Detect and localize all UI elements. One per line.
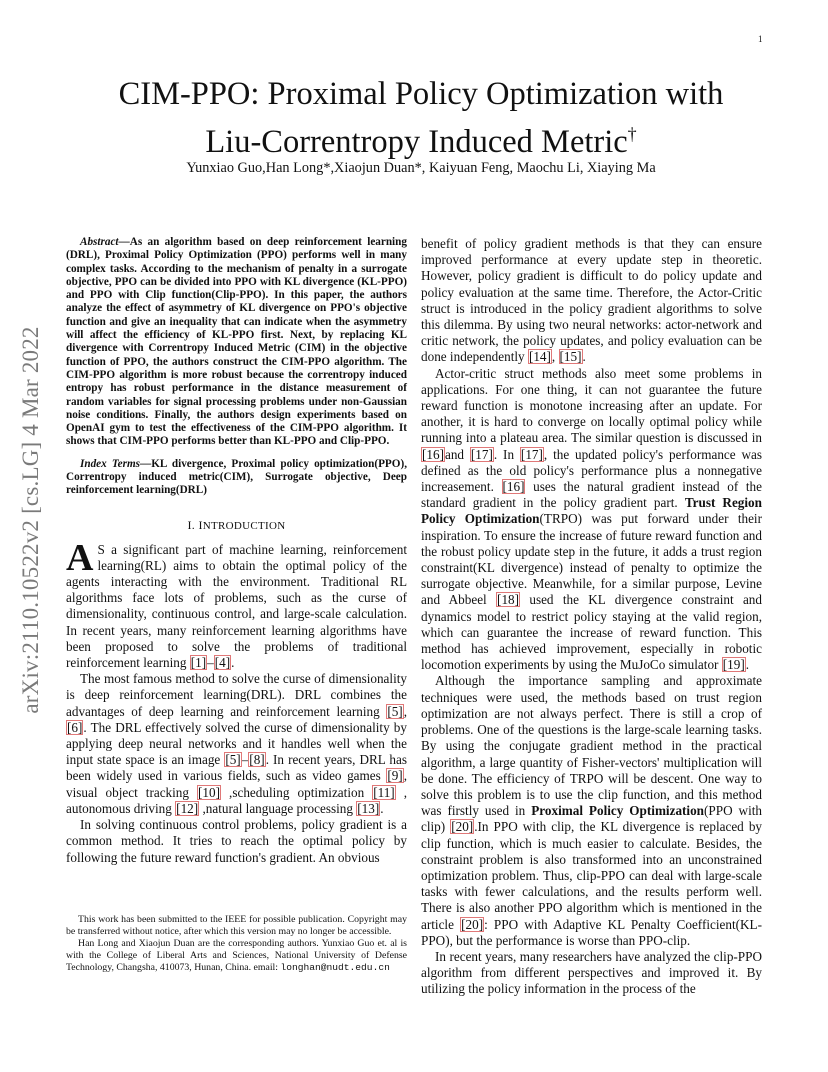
citation-link[interactable]: [5] bbox=[225, 752, 241, 768]
citation-link[interactable]: [16] bbox=[502, 479, 525, 495]
right-paragraph-4: In recent years, many researchers have analyzed the clip-PPO algorithm from different perspectives and improved it. By utilizing the policy information in the process of the bbox=[421, 948, 762, 997]
drop-cap: A bbox=[66, 536, 94, 579]
abstract-text: —As an algorithm based on deep reinforcement learning (DRL), Proximal Policy Optimization (PPO) performs well in many complex tasks. According to the mechanism of penalty in a surrogate objective, PPO can be divided into PPO with KL divergence (KL-PPO) and PPO with Clip function(Clip-PPO). In this paper, the authors analyze the effect of asymmetry of KL divergence on PPO's objective function and give an inequality that can indicate when the asymmetry will affect the efficiency of KL-PPO first. Next, by replacing KL divergence with Correntropy Induced Metric (CIM) in the objective function of PPO, the authors construct the CIM-PPO algorithm. The CIM-PPO algorithm is more robust because the correntropy induced entropy has robust performance in the distance measurement of random variables for signal processing problems under non-Gaussian noise conditions. Finally, the authors design experiments based on OpenAI gym to test the effectiveness of the CIM-PPO algorithm. It shows that CIM-PPO performs better than KL-PPO and Clip-PPO. bbox=[66, 236, 407, 448]
citation-link[interactable]: [17] bbox=[520, 446, 543, 462]
citation-link[interactable]: [9] bbox=[387, 768, 403, 784]
citation-link[interactable]: [8] bbox=[249, 752, 265, 768]
title-line-1: CIM-PPO: Proximal Policy Optimization with bbox=[118, 76, 724, 112]
intro-paragraph-2: The most famous method to solve the curse of dimensionality is deep reinforcement learning(DRL). DRL combines the advantages of deep learning and reinforcement learning [5], [6]. The DRL effectively solved the curse of dimensionality by applying deep neural networks and it handles well when the input state space is an image [5]–[8]. In recent years, DRL has been widely used in various fields, such as video games [9], visual object tracking [10] ,scheduling optimization [11] , autonomous driving [12] ,natural language processing [13]. bbox=[66, 671, 408, 816]
intro-paragraph-1: A S a significant part of machine learning, reinforcement learning(RL) aims to obtain the optimal policy of the agents interacting with the environment. Traditional RL algorithms face lots of problems, such as the curse of dimensionality, continuous control, and large-scale calculation. In recent years, many reinforcement learning algorithms have been proposed to solve the problems of traditional reinforcement learning [1]–[4]. bbox=[66, 536, 407, 671]
title-line-2: Liu-Correntropy Induced Metric bbox=[205, 123, 628, 160]
citation-link[interactable]: [12] bbox=[176, 800, 199, 816]
citation-link[interactable]: [6] bbox=[67, 719, 83, 735]
paper-title bbox=[60, 74, 782, 162]
index-terms bbox=[66, 458, 407, 498]
author-email[interactable]: longhan@nudt.edu.cn bbox=[280, 962, 390, 973]
section-heading-introduction: I. INTRODUCTION bbox=[187, 517, 286, 532]
citation-link[interactable]: [4] bbox=[214, 655, 231, 671]
title-dagger: † bbox=[627, 124, 637, 144]
page-number: 1 bbox=[758, 34, 763, 44]
citation-link[interactable]: [20] bbox=[451, 819, 474, 835]
footnote-affiliation: Han Long and Xiaojun Duan are the corresponding authors. Yunxiao Guo et. al is with the College of Liberal Arts and Sciences, National University of Defense Technology, Changsha, 410073, Hunan, China. email: longhan@nudt.edu.cn bbox=[66, 938, 407, 973]
footnotes bbox=[66, 914, 407, 974]
citation-link[interactable]: [14] bbox=[528, 349, 551, 365]
arxiv-identifier: arXiv:2110.10522v2 [cs.LG] 4 Mar 2022 bbox=[18, 326, 43, 714]
index-terms-text: —KL divergence, Proximal policy optimization(PPO), Correntropy induced metric(CIM), Surrogate objective, Deep reinforcement learning(DRL) bbox=[66, 457, 407, 497]
citation-link[interactable]: [16] bbox=[422, 446, 444, 462]
abstract-label: Abstract bbox=[80, 236, 119, 248]
citation-link[interactable]: [10] bbox=[198, 784, 221, 800]
left-column bbox=[66, 236, 407, 866]
arxiv-sidebar bbox=[0, 0, 58, 1072]
citation-link[interactable]: [1] bbox=[190, 655, 207, 671]
index-terms-label: Index Terms bbox=[80, 457, 141, 470]
citation-link[interactable]: [20] bbox=[461, 916, 484, 932]
right-paragraph-2: Actor-critic struct methods also meet some problems in applications. For one thing, it can not guarantee the future reward function is monotone increasing after an update. For another, it is hard to converge on locally optimal policy while running into a plateau area. The similar question is discussed in [16]and [17]. In [17], the updated policy's performance was defined as the old policy's performance plus a nonnegative increasement. [16] uses the natural gradient instead of the standard gradient in the policy gradient part. Trust Region Policy Optimization(TRPO) was put forward under their inspiration. To ensure the increase of future reward function and the robust policy update step in the future, it adds a trust region constraint(KL divergence) instead of penalty to optimize the surrogate objective. Meanwhile, for a similar purpose, Levine and Abbeel [18] used the KL divergence constraint and dynamics model to restrict policy staying at the valid region, which can guarantee the increase of reward function. This method has achieved improvement, especially in robotic locomotion experiments by using the MuJoCo simulator [19]. bbox=[421, 365, 763, 673]
citation-link[interactable]: [5] bbox=[387, 703, 403, 719]
citation-link[interactable]: [17] bbox=[470, 446, 493, 462]
citation-link[interactable]: [13] bbox=[357, 800, 380, 816]
right-column bbox=[421, 236, 762, 998]
intro-paragraph-3: In solving continuous control problems, policy gradient is a common method. It tries to reach the optimal policy by following the future reward function's gradient. An obvious bbox=[66, 817, 407, 865]
citation-link[interactable]: [19] bbox=[722, 657, 745, 673]
trpo-term: Trust Region Policy Optimization bbox=[421, 495, 762, 527]
abstract bbox=[66, 236, 407, 449]
footnote-copyright: This work has been submitted to the IEEE for possible publication. Copyright may be transferred without notice, after which this version may no longer be accessible. bbox=[66, 914, 407, 937]
right-paragraph-3: Although the importance sampling and approximate techniques were used, the methods based on trust region optimization are not always perfect. There is still a crop of problems. One of the questions is the large-scale learning tasks. By using the conjugate gradient method in the practical algorithm, a large quantity of Fisher-vectors' multiplication will be done. The efficiency of TRPO will be descent. One way to solve this problem is to use the clip function, and this method was firstly used in Proximal Policy Optimization(PPO with clip) [20].In PPO with clip, the KL divergence is replaced by clip function, which is much easier to calculate. Besides, the constraint problem is also transformed into an unconstrained optimization problem. Thus, clip-PPO can deal with large-scale tasks with fewer calculations, and the results perform well. There is also another PPO algorithm which is mentioned in the article [20]: PPO with Adaptive KL Penalty Coefficient(KL-PPO), but the performance is worse than PPO-clip. bbox=[421, 673, 763, 948]
citation-link[interactable]: [15] bbox=[559, 349, 582, 365]
citation-link[interactable]: [18] bbox=[497, 592, 520, 608]
right-paragraph-1: benefit of policy gradient methods is that they can ensure improved performance at every update step in theoretic. However, policy gradient is difficult to do policy update and policy evaluation at the same time. Therefore, the Actor-Critic struct is introduced in the policy gradient algorithms to solve this dilemma. By using two neural networks: actor-network and critic network, the policy updates, and policy evaluation can be done independently [14], [15]. bbox=[421, 236, 762, 365]
ppo-term: Proximal Policy Optimization bbox=[531, 803, 705, 819]
citation-link[interactable]: [11] bbox=[373, 784, 395, 800]
author-list: Yunxiao Guo,Han Long*,Xiaojun Duan*, Kaiyuan Feng, Maochu Li, Xiaying Ma bbox=[186, 160, 656, 176]
